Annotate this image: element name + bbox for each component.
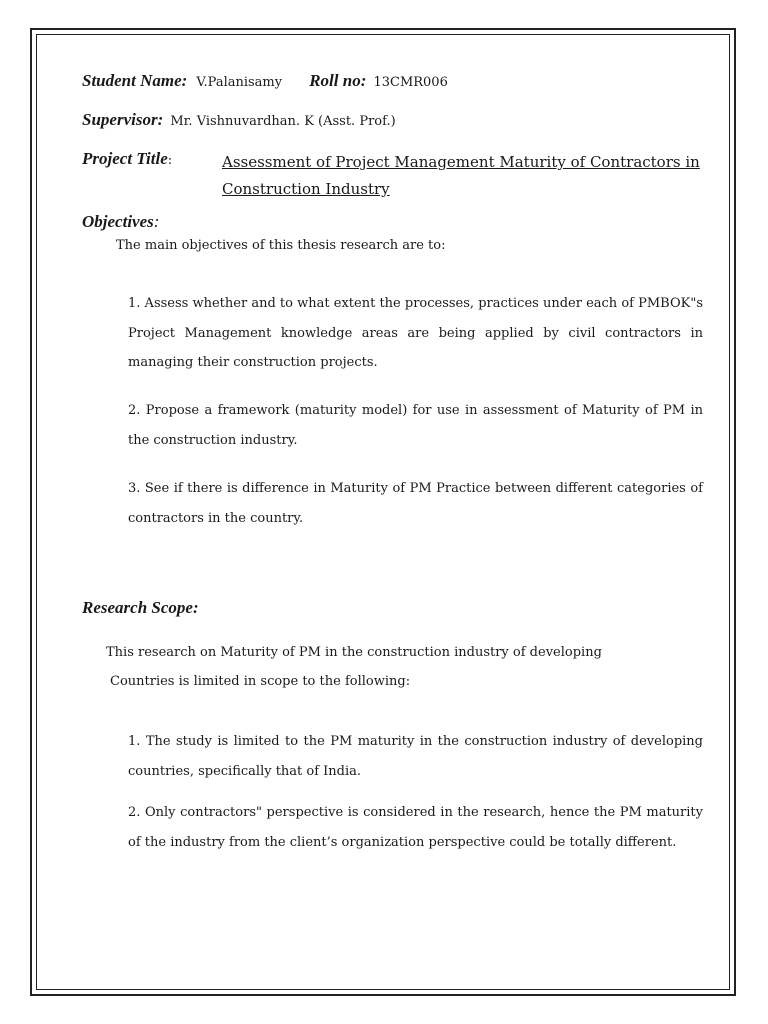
project-title-colon: : <box>167 153 173 168</box>
scope-item-1: 1. The study is limited to the PM maturity in the construction industry of developing countries, specifically that of India. <box>128 734 703 779</box>
objective-item-1: 1. Assess whether and to what extent the processes, practices under each of PMBOK"s Project Management knowledge areas are being applied by civil contractors in managing their construction projects. <box>128 296 703 370</box>
student-row <box>82 71 448 91</box>
project-title-value: Assessment of Project Management Maturity of Contractors in Construction Industry <box>222 153 700 198</box>
supervisor-label: Supervisor: <box>82 110 164 129</box>
objectives-intro: The main objectives of this thesis research are to: <box>116 238 446 253</box>
roll-no-value: 13CMR006 <box>373 75 448 90</box>
roll-no-label: Roll no: <box>309 71 367 90</box>
project-title-row <box>82 149 172 169</box>
research-scope-heading: Research Scope: <box>82 598 199 617</box>
objectives-heading-colon: : <box>153 212 160 231</box>
scope-intro-line-1: This research on Maturity of PM in the construction industry of developing <box>106 645 602 660</box>
objective-item-3: 3. See if there is difference in Maturity of PM Practice between different categories of contractors in the country. <box>128 481 703 526</box>
scope-intro-line-2: Countries is limited in scope to the following: <box>110 674 411 689</box>
student-name-label: Student Name: <box>82 71 188 90</box>
research-scope-heading-row <box>82 598 199 618</box>
supervisor-value: Mr. Vishnuvardhan. K (Asst. Prof.) <box>170 114 396 129</box>
scope-item-2: 2. Only contractors" perspective is considered in the research, hence the PM maturity of the industry from the client’s organization perspective could be totally different. <box>128 805 703 850</box>
student-name-value: V.Palanisamy <box>196 75 283 90</box>
objectives-heading: Objectives <box>82 212 154 231</box>
project-title-label: Project Title <box>82 149 168 168</box>
supervisor-row <box>82 110 396 130</box>
objective-item-2: 2. Propose a framework (maturity model) for use in assessment of Maturity of PM in the construction industry. <box>128 403 703 448</box>
objectives-heading-row <box>82 212 159 232</box>
